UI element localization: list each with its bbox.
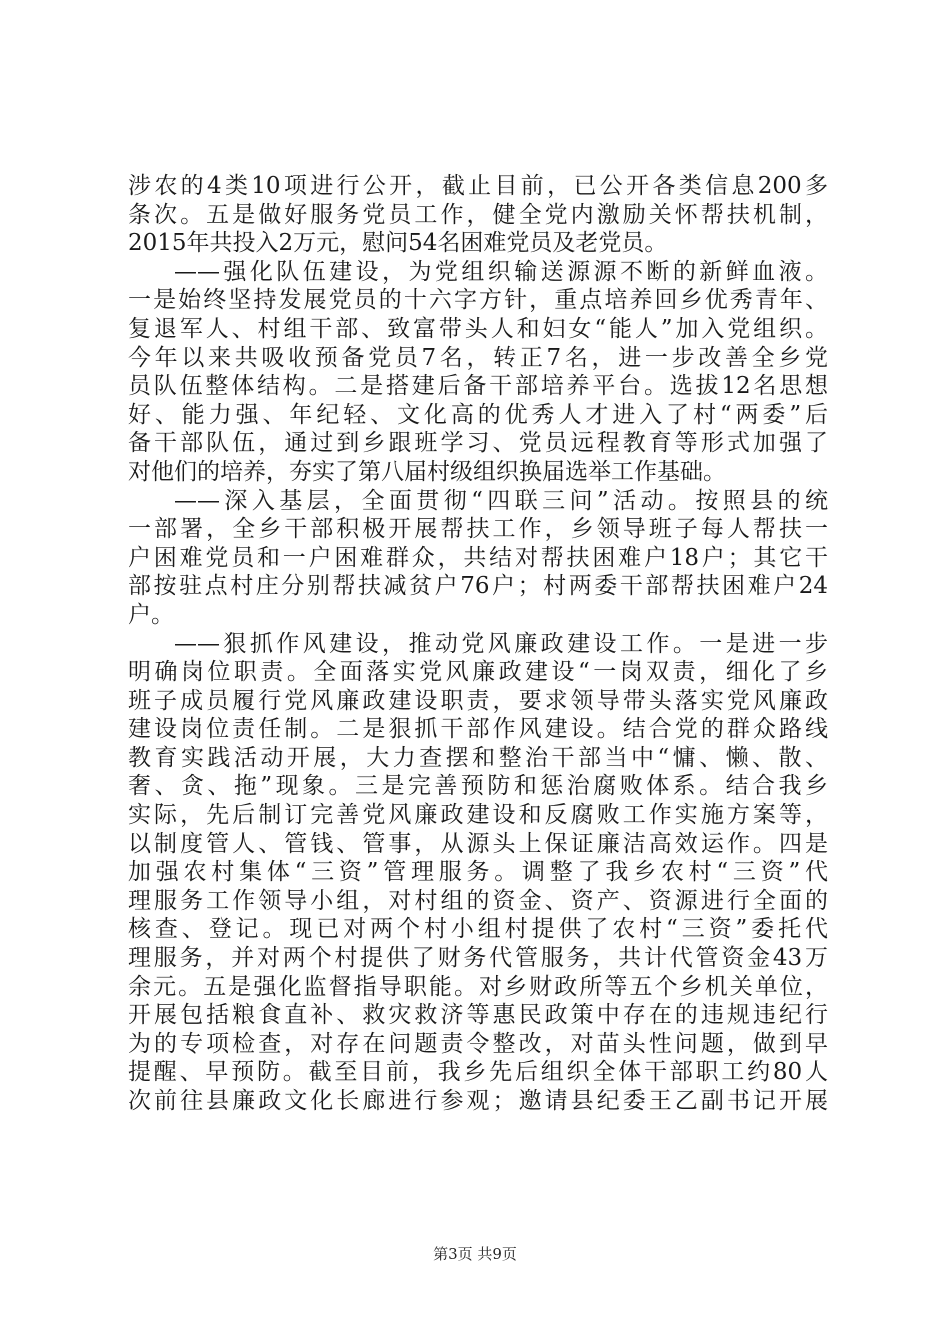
text-line: 实际，先后制订完善党风廉政建设和反腐败工作实施方案等， [128,802,828,829]
text-line: 提醒、早预防。截至目前，我乡先后组织全体干部职工约80人 [128,1059,828,1086]
text-line: 条次。五是做好服务党员工作，健全党内激励关怀帮扶机制， [128,201,828,228]
text-line: 部按驻点村庄分别帮扶减贫户76户；村两委干部帮扶困难户24 [128,573,828,600]
text-line: 以制度管人、管钱、管事，从源头上保证廉洁高效运作。四是 [128,830,828,857]
text-line: 今年以来共吸收预备党员7名，转正7名，进一步改善全乡党 [128,344,828,371]
text-line: 为的专项检查，对存在问题责令整改，对苗头性问题，做到早 [128,1030,828,1057]
text-line: 户。 [128,601,174,628]
text-line: 开展包括粮食直补、救灾救济等惠民政策中存在的违规违纪行 [128,1002,828,1029]
text-line: 涉农的4类10项进行公开，截止目前，已公开各类信息200多 [128,173,828,199]
text-line: 次前往县廉政文化长廊进行参观；邀请县纪委王乙副书记开展 [128,1088,828,1114]
text-line: 理服务工作领导小组，对村组的资金、资产、资源进行全面的 [128,887,828,914]
text-line: 核查、登记。现已对两个村小组村提供了农村“三资”委托代 [128,916,828,943]
text-line: 对他们的培养，夯实了第八届村级组织换届选举工作基础。 [128,458,726,485]
text-line: 班子成员履行党风廉政建设职责，要求领导带头落实党风廉政 [128,687,828,714]
text-line: 建设岗位责任制。二是狠抓干部作风建设。结合党的群众路线 [128,716,828,743]
text-line: 好、能力强、年纪轻、文化高的优秀人才进入了村“两委”后 [128,401,828,428]
text-line: 明确岗位职责。全面落实党风廉政建设“一岗双责，细化了乡 [128,659,828,686]
text-line: 教育实践活动开展，大力查摆和整治干部当中“慵、懒、散、 [128,744,828,771]
text-line: 户困难党员和一户困难群众，共结对帮扶困难户18户；其它干 [128,544,828,571]
text-line: 一是始终坚持发展党员的十六字方针，重点培养回乡优秀青年、 [128,287,828,314]
text-line: 备干部队伍，通过到乡跟班学习、党员远程教育等形式加强了 [128,430,828,457]
text-line: 2015年共投入2万元，慰问54名困难党员及老党员。 [128,230,668,257]
text-line: 余元。五是强化监督指导职能。对乡财政所等五个乡机关单位， [128,973,828,1000]
body-text [128,172,828,1116]
text-line: 复退军人、村组干部、致富带头人和妇女“能人”加入党组织。 [128,315,828,342]
text-line: 加强农村集体“三资”管理服务。调整了我乡农村“三资”代 [128,859,828,886]
text-line: 奢、贪、拖”现象。三是完善预防和惩治腐败体系。结合我乡 [128,773,828,800]
text-line: ——强化队伍建设，为党组织输送源源不断的新鲜血液。 [174,258,828,285]
text-line: 理服务，并对两个村提供了财务代管服务，共计代管资金43万 [128,945,828,972]
text-line: ——狠抓作风建设，推动党风廉政建设工作。一是进一步 [174,630,828,657]
page-footer: 第3页 共9页 [433,1245,517,1263]
text-line: 员队伍整体结构。二是搭建后备干部培养平台。选拔12名思想 [128,373,828,400]
text-line: 一部署，全乡干部积极开展帮扶工作，乡领导班子每人帮扶一 [128,516,828,543]
text-line: ——深入基层，全面贯彻“四联三问”活动。按照县的统 [174,487,828,514]
